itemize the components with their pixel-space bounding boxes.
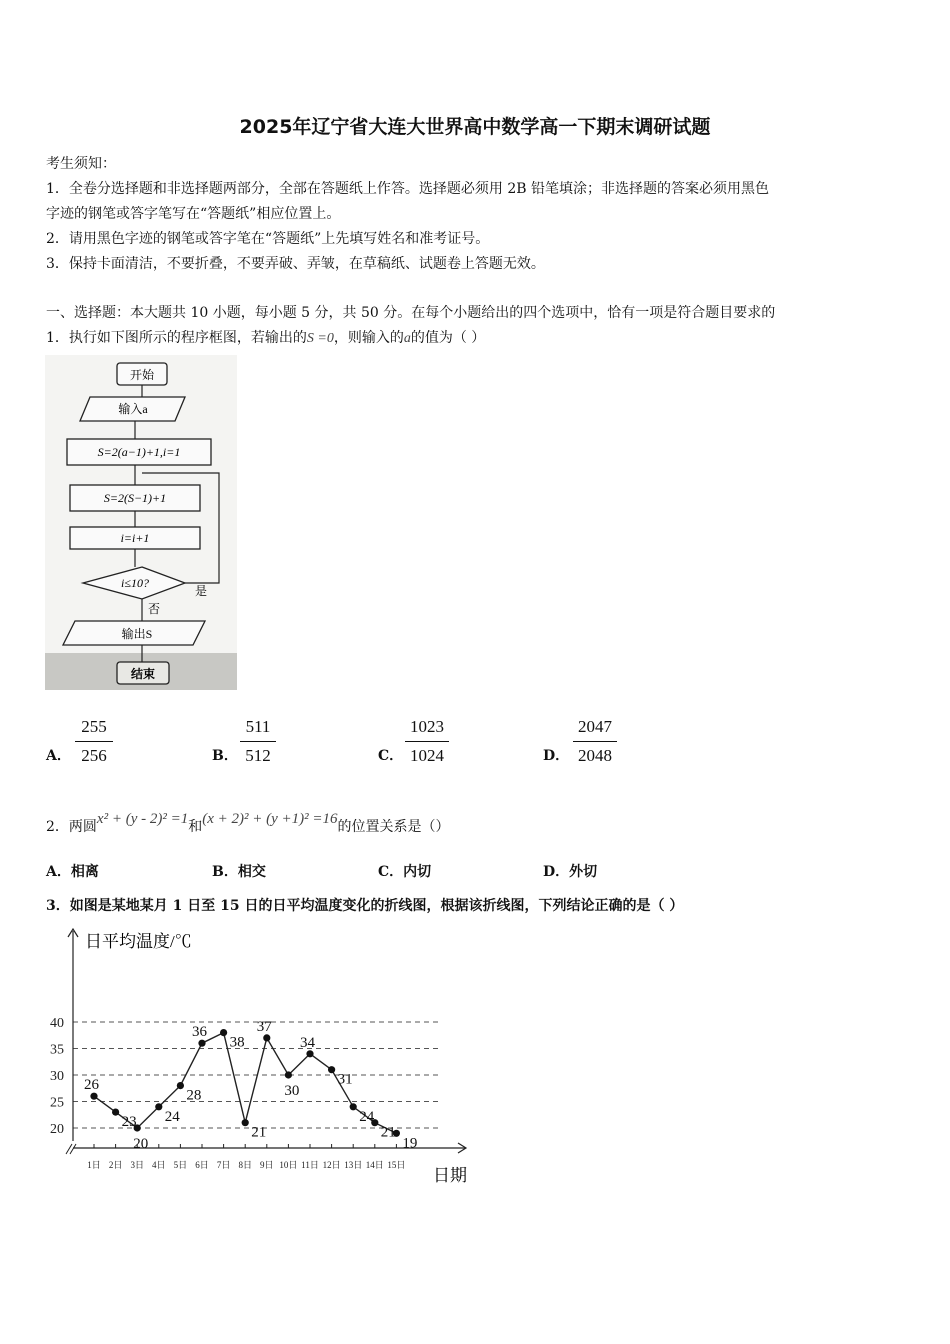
q2-option-c: C．内切 bbox=[378, 864, 432, 880]
notice-item-3: 3．保持卡面清洁，不要折叠，不要弄破、弄皱，在草稿纸、试题卷上答题无效。 bbox=[46, 256, 545, 272]
chart-y-tick-label: 30 bbox=[50, 1069, 64, 1084]
question-1-stem bbox=[46, 327, 485, 347]
chart-y-tick-label: 25 bbox=[50, 1095, 64, 1111]
chart-data-label: 30 bbox=[284, 1083, 300, 1099]
notice-item-2: 2．请用黑色字迹的钢笔或答字笔在“答题纸”上先填写姓名和准考证号。 bbox=[46, 231, 490, 247]
chart-x-tick-label: 3日 bbox=[130, 1160, 144, 1170]
chart-data-label: 20 bbox=[133, 1136, 149, 1152]
chart-point bbox=[306, 1050, 313, 1057]
flow-output-text: 输出S bbox=[121, 627, 153, 641]
chart-data-label: 26 bbox=[84, 1077, 99, 1094]
temperature-chart-svg bbox=[45, 925, 485, 1190]
chart-point bbox=[198, 1040, 205, 1047]
chart-x-tick-label: 8日 bbox=[238, 1160, 252, 1170]
chart-point bbox=[155, 1103, 162, 1110]
chart-y-tick-label: 40 bbox=[50, 1016, 64, 1031]
question-2-stem bbox=[46, 811, 450, 836]
notice-item-1a: 1．全卷分选择题和非选择题两部分，全部在答题纸上作答。选择题必须用 2B 铅笔填涂；非选择题的答案必须用黑色 bbox=[46, 181, 769, 197]
q1-stem-var: S =0 bbox=[306, 331, 334, 346]
q1-option-a-fraction bbox=[75, 717, 113, 766]
chart-point bbox=[285, 1071, 292, 1078]
chart-x-tick-label: 1日 bbox=[87, 1160, 101, 1170]
q1-option-a-label: A． bbox=[46, 748, 71, 764]
q2-eq2: (x + 2)² + (y +1)² =16 bbox=[202, 811, 338, 827]
chart-x-tick-label: 7日 bbox=[216, 1160, 231, 1170]
chart-x-tick-label: 15日 bbox=[387, 1160, 406, 1170]
q1-option-c-num: 1023 bbox=[410, 717, 444, 736]
q1-stem-c: 的值为（ ） bbox=[410, 330, 486, 346]
chart-data-label: 31 bbox=[337, 1071, 353, 1088]
q2-stem-b: 和 bbox=[188, 819, 203, 835]
flow-yes-text: 是 bbox=[195, 584, 208, 598]
q1-option-d-label: D． bbox=[543, 748, 570, 764]
q1-option-a-den: 256 bbox=[81, 746, 107, 765]
q2-stem-a: 2．两圆 bbox=[46, 819, 97, 835]
flow-no-text: 否 bbox=[148, 602, 161, 616]
chart-x-tick-label: 9日 bbox=[260, 1160, 274, 1170]
q1-option-d-num: 2047 bbox=[578, 717, 612, 736]
chart-y-tick-label: 20 bbox=[50, 1122, 64, 1137]
chart-data-label: 28 bbox=[186, 1087, 202, 1104]
chart-y-tick-label: 35 bbox=[50, 1042, 64, 1058]
chart-data-label: 19 bbox=[402, 1135, 418, 1152]
chart-data-label: 38 bbox=[229, 1034, 245, 1051]
chart-data-label: 37 bbox=[256, 1018, 272, 1035]
q1-option-a-num: 255 bbox=[81, 717, 107, 736]
chart-point bbox=[328, 1066, 335, 1073]
q2-option-a: A．相离 bbox=[46, 864, 99, 880]
chart-x-tick-label: 13日 bbox=[344, 1160, 363, 1170]
flow-cond-text: i≤10? bbox=[121, 576, 149, 590]
chart-x-tick-label: 10日 bbox=[279, 1160, 298, 1170]
q1-option-b-label: B． bbox=[212, 748, 238, 764]
chart-point bbox=[177, 1082, 184, 1089]
chart-data-label: 21 bbox=[251, 1124, 267, 1141]
flow-update-text: S=2(S−1)+1 bbox=[103, 491, 167, 505]
chart-point bbox=[242, 1119, 249, 1126]
question-3-stem: 3．如图是某地某月 1 日至 15 日的日平均温度变化的折线图，根据该折线图，下列结论正确的是（ ） bbox=[46, 898, 684, 914]
chart-x-tick-label: 11日 bbox=[301, 1160, 319, 1170]
q2-option-b: B．相交 bbox=[212, 864, 266, 880]
q2-option-d: D．外切 bbox=[543, 864, 598, 880]
chart-point bbox=[112, 1109, 119, 1116]
flow-end-text: 结束 bbox=[130, 667, 156, 681]
flow-start-text: 开始 bbox=[129, 368, 155, 382]
flowchart bbox=[45, 355, 237, 690]
q1-option-b-fraction bbox=[240, 717, 276, 766]
chart-data-label: 21 bbox=[380, 1124, 396, 1141]
chart-x-tick-label: 14日 bbox=[365, 1160, 384, 1170]
temperature-chart bbox=[45, 925, 485, 1190]
q1-option-c-label: C． bbox=[378, 748, 404, 764]
q1-option-c-den: 1024 bbox=[410, 746, 444, 765]
chart-data-label: 24 bbox=[164, 1108, 180, 1125]
chart-x-tick-label: 6日 bbox=[195, 1160, 209, 1170]
flow-incr-text: i=i+1 bbox=[120, 531, 150, 545]
q1-stem-var2: a bbox=[403, 331, 411, 346]
notice-heading: 考生须知： bbox=[46, 156, 116, 172]
chart-data-label: 23 bbox=[121, 1114, 137, 1131]
chart-data-label: 34 bbox=[300, 1034, 315, 1051]
q1-option-b-num: 511 bbox=[245, 717, 271, 736]
q2-eq1: x² + (y - 2)² =1 bbox=[96, 811, 189, 827]
flow-init-text: S=2(a−1)+1,i=1 bbox=[97, 445, 181, 459]
chart-y-axis-label: 日平均温度/℃ bbox=[85, 932, 192, 951]
chart-data-label: 24 bbox=[359, 1108, 375, 1125]
chart-x-tick-label: 12日 bbox=[322, 1160, 341, 1170]
flow-input-text: 输入a bbox=[118, 402, 148, 416]
chart-x-tick-label: 5日 bbox=[173, 1160, 188, 1170]
chart-point bbox=[350, 1103, 357, 1110]
q1-stem-a: 1．执行如下图所示的程序框图，若输出的 bbox=[46, 330, 307, 346]
q1-option-d-den: 2048 bbox=[578, 746, 612, 765]
chart-x-axis-label: 日期 bbox=[433, 1166, 467, 1185]
q1-option-d-fraction bbox=[573, 717, 617, 766]
q1-option-b-den: 512 bbox=[245, 746, 271, 765]
page-title: 2025年辽宁省大连大世界高中数学高一下期末调研试题 bbox=[239, 116, 711, 138]
notice-item-1b: 字迹的钢笔或答字笔写在“答题纸”相应位置上。 bbox=[46, 206, 341, 222]
q1-stem-b: ，则输入的 bbox=[333, 330, 404, 346]
chart-point bbox=[220, 1029, 227, 1036]
flowchart-svg bbox=[45, 355, 237, 690]
chart-x-tick-label: 4日 bbox=[152, 1160, 166, 1170]
chart-x-tick-label: 2日 bbox=[108, 1160, 123, 1170]
chart-data-label: 36 bbox=[192, 1024, 207, 1041]
chart-point bbox=[263, 1034, 270, 1041]
q2-stem-c: 的位置关系是（） bbox=[337, 819, 450, 835]
q1-option-c-fraction bbox=[405, 717, 449, 766]
chart-point bbox=[90, 1093, 97, 1100]
section-heading: 一、选择题：本大题共 10 小题，每小题 5 分，共 50 分。在每个小题给出的四个选项中，恰有一项是符合题目要求的 bbox=[46, 305, 776, 321]
